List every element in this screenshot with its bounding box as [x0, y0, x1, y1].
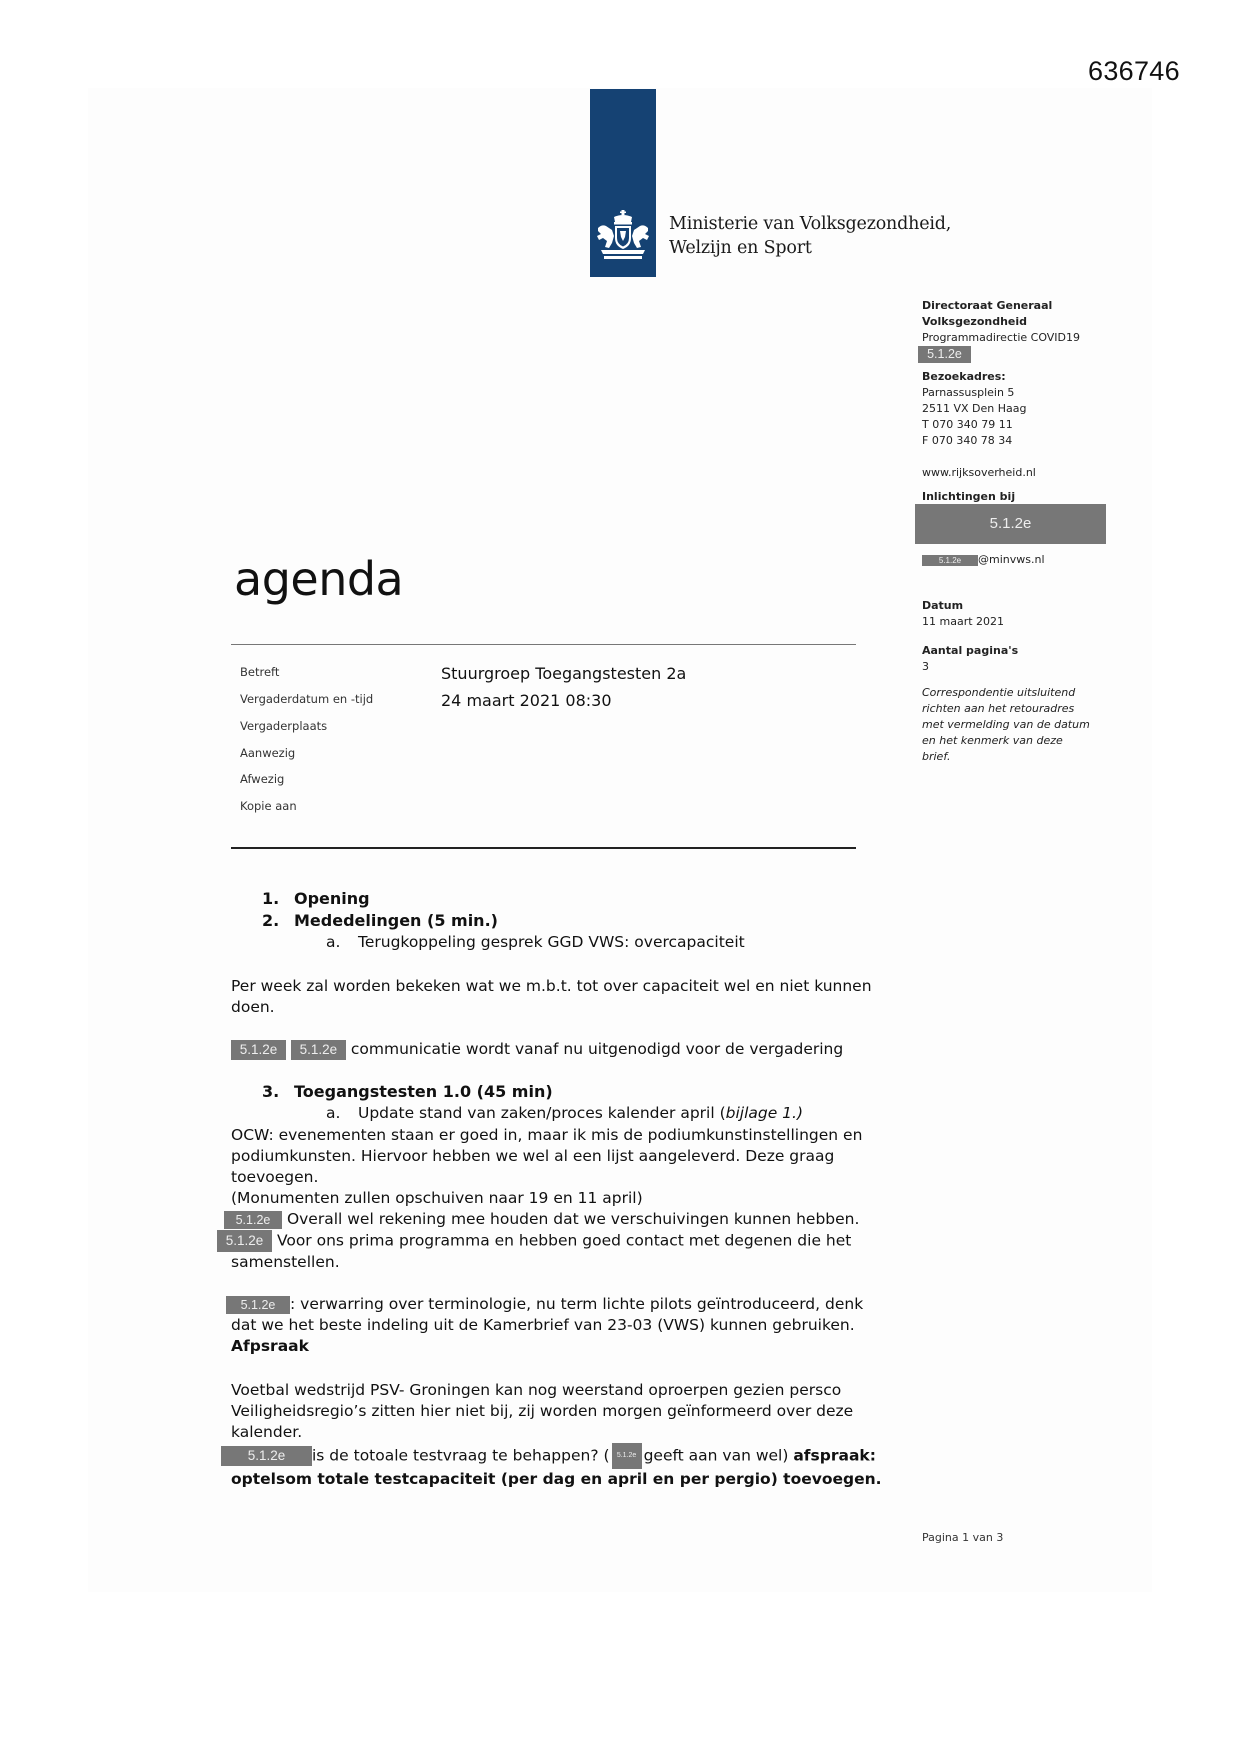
meta-subject: Stuurgroep Toegangstesten 2a: [441, 664, 687, 683]
paragraph: Per week zal worden bekeken wat we m.b.t. tot over capaciteit wel en niet kunnen doen.: [231, 977, 872, 1016]
paragraph: 5.1.2e : verwarring over terminologie, nu term lichte pilots geïntroduceerd, denk dat we het beste indeling uit de Kamerbrief van 23-03 (VWS) kunnen gebruiken. Afpsraak: [231, 1294, 863, 1357]
address-city: 2511 VX Den Haag: [922, 402, 1027, 415]
agenda-item-3a: a. Update stand van zaken/proces kalender april (bijlage 1.): [326, 1104, 804, 1122]
org-line3: Programmadirectie COVID19: [922, 331, 1081, 344]
royal-coat-of-arms-icon: [595, 210, 651, 264]
ministry-name: [669, 212, 951, 260]
info-label: Inlichtingen bij: [922, 490, 1016, 503]
document-title: agenda: [234, 552, 404, 606]
divider: [231, 644, 856, 645]
agenda-item-3: 3. Toegangstesten 1.0 (45 min): [262, 1082, 553, 1101]
meta-label-absent: Afwezig: [240, 772, 285, 786]
redaction-box: 5.1.2e: [217, 1230, 272, 1252]
meta-datetime: 24 maart 2021 08:30: [441, 691, 612, 710]
ministry-name-line2: Welzijn en Sport: [669, 238, 812, 258]
agenda-item-1: 1. Opening: [262, 889, 370, 908]
paragraph: 5.1.2e 5.1.2e communicatie wordt vanaf nu uitgenodigd voor de vergadering: [231, 1039, 843, 1060]
pages-label: Aantal pagina's: [922, 644, 1019, 657]
meta-label-location: Vergaderplaats: [240, 719, 328, 733]
paragraph: OCW: evenementen staan er goed in, maar ik mis de podiumkunstinstellingen en podiumkunsten. Hiervoor hebben we wel al een lijst aangeleverd. Deze graag toevoegen. (Monumenten zullen opschuiven naar 19 en 11 april) 5.1.2e Overall wel rekening mee houden dat we verschuivingen kunnen hebben. 5.1.2e Voor ons prima programma en hebben goed contact met degenen die het samenstellen.: [231, 1125, 862, 1273]
redaction-box: 5.1.2e: [221, 1446, 312, 1466]
redaction-box: 5.1.2e: [612, 1443, 642, 1469]
meta-label-cc: Kopie aan: [240, 799, 297, 813]
ministry-name-line1: Ministerie van Volksgezondheid,: [669, 214, 952, 234]
note-line: en het kenmerk van deze: [922, 734, 1063, 747]
redaction-box: 5.1.2e: [231, 1040, 286, 1060]
note-line: richten aan het retouradres: [922, 702, 1075, 715]
note-line: Correspondentie uitsluitend: [922, 686, 1076, 699]
meta-label-present: Aanwezig: [240, 746, 296, 760]
org-line2: Volksgezondheid: [922, 315, 1028, 328]
date-label: Datum: [922, 599, 964, 612]
document-id: 636746: [1088, 56, 1180, 86]
redaction-box: 5.1.2e: [226, 1296, 290, 1314]
redaction-box: 5.1.2e: [915, 504, 1106, 544]
redaction-box: 5.1.2e: [224, 1211, 282, 1229]
visit-address-label: Bezoekadres:: [922, 370, 1006, 383]
address-street: Parnassusplein 5: [922, 386, 1015, 399]
divider: [231, 847, 856, 849]
correspondence-note: [922, 685, 1090, 765]
page-indicator: Pagina 1 van 3: [922, 1531, 1004, 1544]
meta-label-subject: Betreft: [240, 665, 280, 679]
org-line1: Directoraat Generaal: [922, 299, 1053, 312]
meta-label-datetime: Vergaderdatum en -tijd: [240, 692, 374, 706]
note-line: met vermelding van de datum: [922, 718, 1090, 731]
agenda-item-2: 2. Mededelingen (5 min.): [262, 911, 498, 930]
pages-value: 3: [922, 660, 929, 673]
redaction-box: 5.1.2e: [291, 1040, 346, 1060]
date-value: 11 maart 2021: [922, 615, 1005, 628]
phone-number: T 070 340 79 11: [922, 418, 1013, 431]
fax-number: F 070 340 78 34: [922, 434, 1013, 447]
redaction-box: 5.1.2e: [918, 346, 971, 363]
email-suffix: @minvws.nl: [978, 553, 1045, 566]
redaction-box: 5.1.2e: [922, 555, 978, 566]
note-line: brief.: [922, 750, 951, 763]
paragraph: Voetbal wedstrijd PSV- Groningen kan nog weerstand oproerpen gezien persco Veiligheidsregio’s zitten hier niet bij, zij worden morgen geïnformeerd over deze kalender. 5.1.2e is de totoale testvraag te behappen? ( 5.1.2e geeft aan van wel) afspraak: optelsom totale testcapaciteit (per dag en april en per pergio) toevoegen.: [231, 1380, 882, 1490]
agenda-item-2a: a. Terugkoppeling gesprek GGD VWS: overcapaciteit: [326, 933, 745, 951]
website-link[interactable]: www.rijksoverheid.nl: [922, 466, 1036, 479]
